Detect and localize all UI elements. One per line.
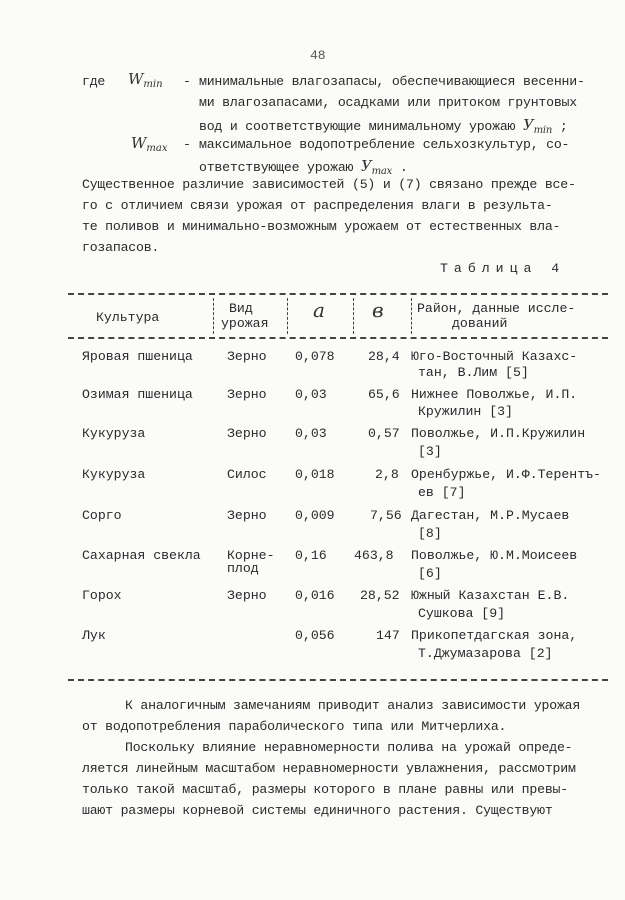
definition-line: вод и соответствующие минимальному урожаю $У_{min}$ ; — [199, 116, 568, 136]
cell-a: 0,056 — [295, 628, 335, 643]
cell-b: 28,52 — [360, 588, 400, 603]
table-header-rule — [68, 337, 608, 339]
cell-culture: Горох — [82, 588, 122, 603]
cell-type: Зерно — [227, 508, 267, 523]
cell-type: Зерно — [227, 426, 267, 441]
cell-culture: Кукуруза — [82, 426, 146, 441]
cell-a: 0,016 — [295, 588, 335, 603]
symbol-w-min: $W_{min}$ — [128, 70, 163, 90]
cell-b: 7,56 — [370, 508, 402, 523]
header-b: в — [372, 298, 384, 322]
paragraph-line: Поскольку влияние неравномерности полива на урожай опреде- — [125, 740, 573, 755]
cell-region: Южный Казахстан Е.В. — [411, 588, 570, 603]
cell-b: 28,4 — [368, 349, 400, 364]
cell-b: 65,6 — [368, 387, 400, 402]
table-bottom-rule — [68, 679, 608, 681]
cell-region: [8] — [418, 526, 442, 541]
cell-type: Зерно — [227, 387, 267, 402]
cell-type: Корне- — [227, 548, 275, 563]
table-top-rule — [68, 293, 608, 295]
cell-culture: Сахарная свекла — [82, 548, 201, 563]
table-caption: Таблица 4 — [440, 261, 566, 276]
definition-line: ответствующее урожаю $У_{max}$ . — [199, 157, 408, 177]
cell-a: 0,03 — [295, 387, 327, 402]
symbol-y-min: $У_{min}$ — [522, 116, 553, 136]
definition-line: максимальное водопотребление сельхозкультур, со- — [199, 137, 570, 152]
dash: - — [183, 74, 191, 89]
definition-line: минимальные влагозапасы, обеспечивающиеся весенни- — [199, 74, 585, 89]
cell-region: тан, В.Лим [5] — [418, 365, 529, 380]
cell-culture: Кукуруза — [82, 467, 146, 482]
paragraph-line: К аналогичным замечаниям приводит анализ зависимости урожая — [125, 698, 581, 713]
cell-culture: Лук — [82, 628, 106, 643]
header-a: a — [313, 298, 325, 322]
cell-region: Сушкова [9] — [418, 606, 506, 621]
cell-region: [6] — [418, 566, 442, 581]
paragraph-line: шают размеры корневой системы единичного растения. Существуют — [82, 803, 553, 818]
header-harvest-type: Вид — [229, 301, 253, 316]
paragraph-line: только такой масштаб, размеры которого в плане равны или превы- — [82, 782, 568, 797]
cell-region: Т.Джумазарова [2] — [418, 646, 553, 661]
cell-b: 2,8 — [375, 467, 399, 482]
column-divider — [353, 298, 354, 334]
header-region: Район, данные иссле- — [417, 301, 576, 316]
cell-type: Силос — [227, 467, 267, 482]
cell-b: 463,8 — [354, 548, 394, 563]
column-divider — [287, 298, 288, 334]
cell-region: Поволжье, Ю.М.Моисеев — [411, 548, 578, 563]
cell-culture: Яровая пшеница — [82, 349, 193, 364]
cell-culture: Озимая пшеница — [82, 387, 193, 402]
definition-line: ми влагозапасами, осадками или притоком грунтовых — [199, 95, 577, 110]
cell-a: 0,018 — [295, 467, 335, 482]
cell-type: плод — [227, 561, 259, 576]
paragraph-line: те поливов и минимально-возможным урожаем от естественных вла- — [82, 219, 561, 234]
paragraph-line: Существенное различие зависимостей (5) и (7) связано прежде все- — [82, 177, 576, 192]
paragraph-line: го с отличием связи урожая от распределения влаги в результа- — [82, 198, 553, 213]
cell-a: 0,03 — [295, 426, 327, 441]
paragraph-line: от водопотребления параболического типа или Митчерлиха. — [82, 719, 507, 734]
cell-region: Юго-Восточный Казахс- — [411, 349, 578, 364]
paragraph-line: ляется линейным масштабом неравномерности увлажнения, рассмотрим — [82, 761, 576, 776]
symbol-w-max: $W_{max}$ — [131, 134, 168, 154]
cell-region: Оренбуржье, И.Ф.Терентъ- — [411, 467, 601, 482]
symbol-y-max: $У_{max}$ — [361, 157, 393, 177]
dash: - — [183, 137, 191, 152]
cell-region: Поволжье, И.П.Кружилин — [411, 426, 586, 441]
cell-type: Зерно — [227, 349, 267, 364]
cell-region: ев [7] — [418, 485, 466, 500]
cell-b: 147 — [376, 628, 400, 643]
cell-region: Дагестан, М.Р.Мусаев — [411, 508, 570, 523]
cell-type: Зерно — [227, 588, 267, 603]
cell-region: [3] — [418, 444, 442, 459]
cell-culture: Сорго — [82, 508, 122, 523]
column-divider — [411, 298, 412, 334]
cell-b: 0,57 — [368, 426, 400, 441]
paragraph-line: гозапасов. — [82, 240, 160, 255]
cell-region: Кружилин [3] — [418, 404, 513, 419]
cell-region: Прикопетдагская зона, — [411, 628, 578, 643]
cell-a: 0,16 — [295, 548, 327, 563]
page-number: 48 — [310, 48, 326, 63]
header-region: дований — [452, 316, 508, 331]
cell-region: Нижнее Поволжье, И.П. — [411, 387, 578, 402]
header-culture: Культура — [96, 310, 160, 325]
intro-word: где — [82, 74, 106, 89]
column-divider — [213, 298, 214, 334]
cell-a: 0,078 — [295, 349, 335, 364]
cell-a: 0,009 — [295, 508, 335, 523]
header-harvest-type: урожая — [221, 316, 269, 331]
